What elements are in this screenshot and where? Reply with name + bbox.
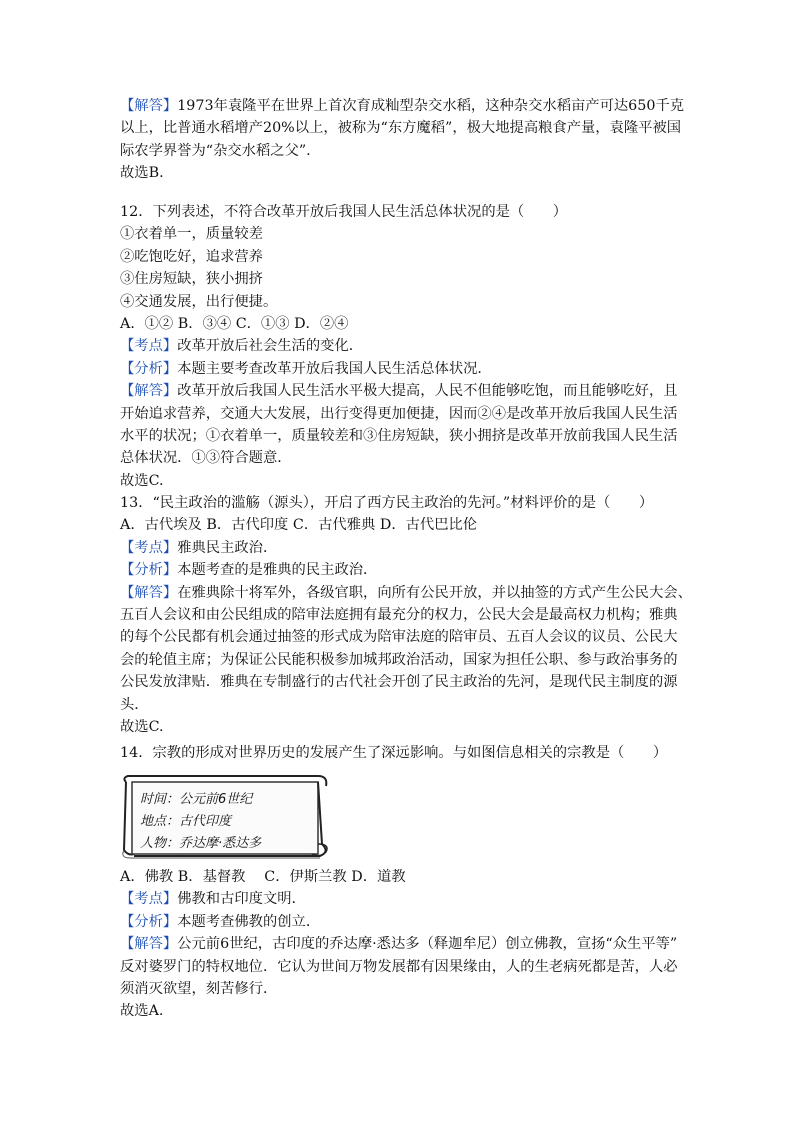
q12-conclusion: 故选C.	[120, 472, 164, 489]
q12-options: A．①② B．③④ C．①③ D．②④	[120, 315, 349, 332]
jieda-label: 【解答】	[120, 383, 178, 400]
q13-conclusion: 故选C.	[120, 718, 164, 735]
scroll-figure	[120, 770, 332, 860]
fenxi-label: 【分析】	[120, 562, 178, 579]
q12-kaodian-text: 改革开放后社会生活的变化．	[177, 338, 364, 355]
jieda-label: 【解答】	[120, 936, 178, 953]
q11-answer-block	[120, 95, 685, 185]
q13-fenxi	[120, 559, 680, 581]
fenxi-label: 【分析】	[120, 913, 178, 930]
fenxi-label: 【分析】	[120, 360, 178, 377]
q14-fenxi	[120, 911, 680, 933]
q13-kaodian-text: 雅典民主政治．	[177, 539, 278, 556]
q12-item-2: ②吃饱吃好，追求营养	[120, 248, 263, 265]
q11-jieda-line-2: 以上，比普通水稻增产20%以上，被称为“东方魔稻”，极大地提高粮食产量，袁隆平被国	[120, 120, 682, 137]
q14-jieda-line-1	[120, 933, 680, 955]
jieda-label: 【解答】	[120, 98, 178, 114]
q12-item-3: ③住房短缺，狭小拥挤	[120, 271, 263, 288]
q14-fenxi-text: 本题考查佛教的创立．	[177, 913, 321, 930]
q13-block	[120, 492, 692, 738]
q14-kaodian	[120, 888, 680, 910]
q13-jieda-line-6: 头．	[120, 696, 149, 713]
scroll-line-place: 地点：古代印度	[140, 814, 232, 829]
q14-jieda-line-3: 须消灭欲望，刻苦修行．	[120, 980, 278, 997]
q14-options: A．佛教 B．基督教 C．伊斯兰教 D．道教	[120, 869, 406, 885]
jieda-label: 【解答】	[120, 584, 178, 601]
scroll-line-time: 时间：公元前6世纪	[140, 792, 253, 807]
scroll-illustration	[120, 770, 332, 860]
q11-conclusion: 故选B.	[120, 165, 164, 182]
kaodian-label: 【考点】	[120, 539, 178, 556]
q11-jieda-line-3: 际农学界誉为“杂交水稻之父”.	[120, 142, 311, 159]
kaodian-label: 【考点】	[120, 891, 178, 908]
q12-block	[120, 201, 680, 492]
q13-jieda-line-5: 公民发放津贴．雅典在专制盛行的古代社会开创了民主政治的先河，是现代民主制度的源	[120, 674, 678, 691]
q14-answer-block	[120, 866, 680, 1023]
kaodian-label: 【考点】	[120, 338, 178, 355]
q12-jieda-line-1	[120, 380, 680, 402]
q13-jieda-line-3: 的每个公民都有机会通过抽签的形式成为陪审法庭的陪审员、五百人会议的议员、公民大	[120, 629, 678, 646]
q13-jieda-text-1: 在雅典除十将军外，各级官职，向所有公民开放，并以抽签的方式产生公民大会、	[177, 584, 692, 601]
q14-jieda-text-1: 公元前6世纪，古印度的乔达摩·悉达多（释迦牟尼）创立佛教，宣扬“众生平等”	[177, 936, 678, 953]
q13-question: 13．“民主政治的滥觞（源头），开启了西方民主政治的先河。”材料评价的是（ ）	[120, 495, 654, 511]
q13-kaodian	[120, 537, 680, 559]
q11-jieda-text-1: 1973年袁隆平在世界上首次育成籼型杂交水稻，这种杂交水稻亩产可达650千克	[177, 98, 685, 114]
q11-jieda-line-1	[120, 95, 685, 117]
q14-jieda-line-2: 反对婆罗门的特权地位．它认为世间万物发展都有因果缘由，人的生老病死都是苦，人必	[120, 958, 678, 975]
scroll-line-person: 人物：乔达摩·悉达多	[140, 836, 262, 851]
q12-item-1: ①衣着单一，质量较差	[120, 226, 263, 243]
q14-question-block	[120, 742, 680, 764]
q13-jieda-line-2: 五百人会议和由公民组成的陪审法庭拥有最充分的权力，公民大会是最高权力机构；雅典	[120, 606, 678, 623]
q12-question: 12．下列表述，不符合改革开放后我国人民生活总体状况的是（ ）	[120, 204, 568, 220]
q13-jieda-line-1	[120, 582, 692, 604]
q14-question: 14．宗教的形成对世界历史的发展产生了深远影响。与如图信息相关的宗教是（ ）	[120, 745, 668, 761]
q13-options: A．古代埃及 B．古代印度 C．古代雅典 D．古代巴比伦	[120, 517, 478, 534]
q12-fenxi-text: 本题主要考查改革开放后我国人民生活总体状况．	[177, 360, 492, 377]
q14-conclusion: 故选A.	[120, 1003, 164, 1020]
q12-jieda-text-1: 改革开放后我国人民生活水平极大提高，人民不但能够吃饱，而且能够吃好，且	[177, 383, 678, 400]
q14-kaodian-text: 佛教和古印度文明．	[177, 891, 306, 908]
q12-fenxi	[120, 358, 680, 380]
q12-kaodian	[120, 335, 680, 357]
q12-jieda-line-2: 开始追求营养，交通大大发展，出行变得更加便捷，因而②④是改革开放后我国人民生活	[120, 405, 678, 422]
q12-jieda-line-3: 水平的状况；①衣着单一，质量较差和③住房短缺，狭小拥挤是改革开放前我国人民生活	[120, 427, 678, 444]
q13-jieda-line-4: 会的轮值主席；为保证公民能积极参加城邦政治活动，国家为担任公职、参与政治事务的	[120, 651, 678, 668]
q12-jieda-line-4: 总体状况．①③符合题意．	[120, 450, 292, 467]
q13-fenxi-text: 本题考查的是雅典的民主政治．	[177, 562, 378, 579]
q12-item-4: ④交通发展，出行便捷。	[120, 293, 278, 310]
